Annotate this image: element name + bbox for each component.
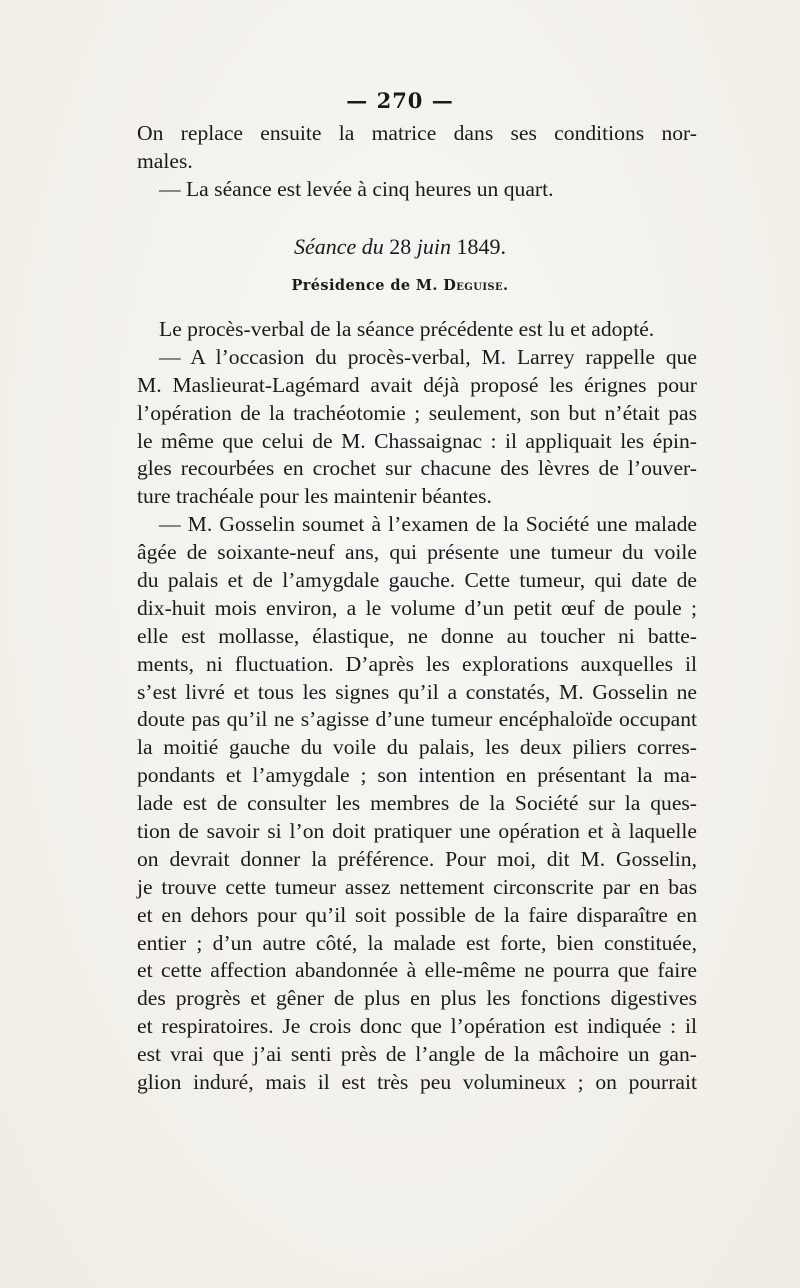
top-text-block <box>137 120 697 204</box>
text-line: Le procès-verbal de la séance précédente est lu et adopté. <box>159 317 655 341</box>
text-line: âgée de soixante-neuf ans, qui présente une tumeur du voile <box>137 540 697 565</box>
text-line: — A l’occasion du procès-verbal, M. Larrey rappelle que <box>159 344 697 369</box>
text-line: gles recourbées en crochet sur chacune des lèvres de l’ouver- <box>137 456 697 481</box>
text-line: la moitié gauche du voile du palais, les deux piliers corres- <box>137 735 697 760</box>
text-line: entier ; d’un autre côté, la malade est forte, bien constituée, <box>137 930 697 955</box>
text-line: ments, ni fluctuation. D’après les explorations auxquelles il <box>137 651 697 676</box>
text-line: males. <box>137 148 193 173</box>
text-line: des progrès et gêner de plus en plus les fonctions digestives <box>137 986 697 1011</box>
text-line: on devrait donner la préférence. Pour moi, dit M. Gosselin, <box>137 846 697 871</box>
body-text <box>137 316 697 1097</box>
text-line: s’est livré et tous les signes qu’il a constatés, M. Gosselin ne <box>137 679 697 704</box>
text-line: et cette affection abandonnée à elle-même ne pourra que faire <box>137 958 697 983</box>
text-line: est vrai que j’ai senti près de l’angle de la mâchoire un gan- <box>137 1042 697 1067</box>
text-line: tion de savoir si l’on doit pratiquer une opération et à laquelle <box>137 819 697 844</box>
text-line: doute pas qu’il ne s’agisse d’une tumeur encéphaloïde occupant <box>137 707 697 732</box>
text-line: je trouve cette tumeur assez nettement circonscrite par en bas <box>137 874 697 899</box>
presidency-heading <box>0 277 800 294</box>
session-heading-year: 1849. <box>456 234 507 259</box>
session-heading-day: 28 <box>389 234 412 259</box>
text-line: On replace ensuite la matrice dans ses conditions nor- <box>137 121 697 145</box>
text-line: l’opération de la trachéotomie ; seulement, son but n’était pas <box>137 400 697 425</box>
text-line: et en dehors pour qu’il soit possible de la faire disparaître en <box>137 902 697 927</box>
text-line: glion induré, mais il est très peu volumineux ; on pourrait <box>137 1070 697 1095</box>
text-line: elle est mollasse, élastique, ne donne au toucher ni batte- <box>137 623 697 648</box>
text-line: ture trachéale pour les maintenir béantes. <box>137 484 492 509</box>
session-heading <box>0 234 800 260</box>
text-line: lade est de consulter les membres de la Société sur la ques- <box>137 791 697 816</box>
session-heading-month: juin <box>416 234 452 259</box>
text-line: le même que celui de M. Chassaignac : il appliquait les épin- <box>137 428 697 453</box>
presidency-prefix: Présidence de M. <box>291 277 438 294</box>
text-line: pondants et l’amygdale ; son intention en présentant la ma- <box>137 763 697 788</box>
session-heading-prefix: Séance du <box>293 234 384 259</box>
text-line: dix-huit mois environ, a le volume d’un petit œuf de poule ; <box>137 595 697 620</box>
presidency-name: Deguise. <box>443 277 509 294</box>
page-number: — 270 — <box>346 88 454 113</box>
text-line: — M. Gosselin soumet à l’examen de la Société une malade <box>159 512 697 537</box>
text-line: du palais et de l’amygdale gauche. Cette tumeur, qui date de <box>137 568 697 593</box>
text-line: — La séance est levée à cinq heures un quart. <box>159 176 554 201</box>
text-line: et respiratoires. Je crois donc que l’opération est indiquée : il <box>137 1014 697 1039</box>
text-line: M. Maslieurat-Lagémard avait déjà proposé les érignes pour <box>137 372 697 397</box>
